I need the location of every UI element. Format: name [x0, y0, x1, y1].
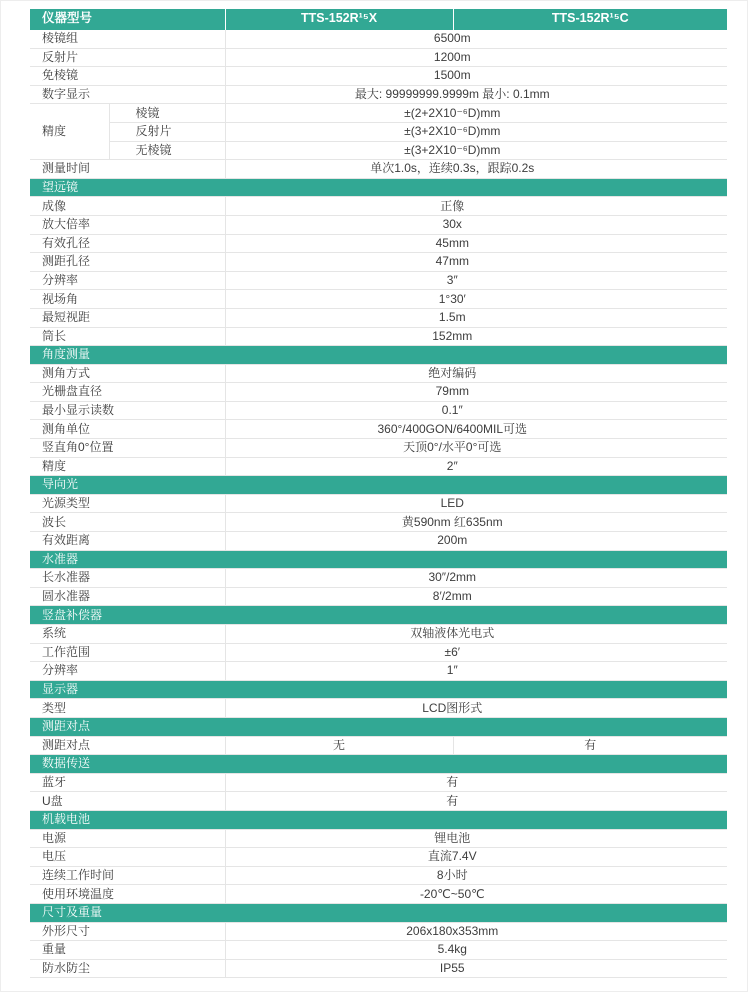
spec-row	[30, 327, 727, 346]
spec-row	[30, 513, 727, 532]
spec-label: 测距对点	[30, 736, 225, 755]
spec-value: LED	[225, 494, 727, 513]
spec-value: 黄590nm 红635nm	[225, 513, 727, 532]
model-header-row	[30, 9, 727, 30]
spec-row	[30, 30, 727, 49]
spec-label: 有效孔径	[30, 234, 225, 253]
spec-value-model-x: 无	[225, 736, 453, 755]
spec-value: ±6′	[225, 643, 727, 662]
section-header-label: 机载电池	[30, 810, 727, 829]
spec-label: 测角单位	[30, 420, 225, 439]
spec-row	[30, 67, 727, 86]
spec-label: 类型	[30, 699, 225, 718]
spec-row	[30, 308, 727, 327]
spec-sublabel: 反射片	[109, 122, 225, 141]
spec-row-split	[30, 736, 727, 755]
spec-sublabel: 无棱镜	[109, 141, 225, 160]
spec-label: 测角方式	[30, 364, 225, 383]
section-header-row	[30, 178, 727, 197]
spec-value: IP55	[225, 959, 727, 978]
spec-row	[30, 85, 727, 104]
section-header-row	[30, 346, 727, 365]
spec-row	[30, 215, 727, 234]
spec-value: 200m	[225, 532, 727, 551]
spec-label: 测距孔径	[30, 253, 225, 272]
spec-value: 45mm	[225, 234, 727, 253]
section-header-label: 尺寸及重量	[30, 903, 727, 922]
spec-table-body	[30, 9, 727, 978]
spec-value: 1°30′	[225, 290, 727, 309]
spec-row	[30, 922, 727, 941]
spec-value: 79mm	[225, 383, 727, 402]
spec-value: 152mm	[225, 327, 727, 346]
spec-table	[30, 9, 727, 978]
spec-row	[30, 848, 727, 867]
spec-value: 360°/400GON/6400MIL可选	[225, 420, 727, 439]
section-header-label: 数据传送	[30, 755, 727, 774]
spec-label: 反射片	[30, 48, 225, 67]
spec-value: LCD图形式	[225, 699, 727, 718]
spec-label: 最小显示读数	[30, 401, 225, 420]
spec-row	[30, 494, 727, 513]
section-header-row	[30, 903, 727, 922]
section-header-label: 测距对点	[30, 717, 727, 736]
spec-label: 有效距离	[30, 532, 225, 551]
section-header-row	[30, 606, 727, 625]
spec-label: 最短视距	[30, 308, 225, 327]
section-header-label: 角度测量	[30, 346, 727, 365]
spec-label: 精度	[30, 457, 225, 476]
spec-row	[30, 253, 727, 272]
spec-row	[30, 569, 727, 588]
section-header-row	[30, 476, 727, 495]
spec-label: 筒长	[30, 327, 225, 346]
spec-row	[30, 364, 727, 383]
spec-row	[30, 866, 727, 885]
spec-row	[30, 699, 727, 718]
section-header-row	[30, 550, 727, 569]
spec-value: 绝对编码	[225, 364, 727, 383]
spec-value: 3″	[225, 271, 727, 290]
spec-label: 分辨率	[30, 271, 225, 290]
section-header-label: 竖盘补偿器	[30, 606, 727, 625]
spec-label: 视场角	[30, 290, 225, 309]
section-header-label: 望远镜	[30, 178, 727, 197]
spec-row	[30, 290, 727, 309]
spec-value: 47mm	[225, 253, 727, 272]
spec-row	[30, 959, 727, 978]
spec-label: 工作范围	[30, 643, 225, 662]
spec-label: 光栅盘直径	[30, 383, 225, 402]
model-c-header: TTS-152R¹⁵C	[453, 9, 727, 30]
spec-value: -20℃~50℃	[225, 885, 727, 904]
spec-row	[30, 234, 727, 253]
spec-value: 6500m	[225, 30, 727, 49]
spec-label: 电压	[30, 848, 225, 867]
spec-group-label: 精度	[30, 104, 109, 160]
spec-row	[30, 271, 727, 290]
spec-label: 电源	[30, 829, 225, 848]
spec-row	[30, 773, 727, 792]
spec-row	[30, 792, 727, 811]
spec-value: 8小时	[225, 866, 727, 885]
section-header-row	[30, 755, 727, 774]
spec-group-row	[30, 122, 727, 141]
spec-row	[30, 662, 727, 681]
spec-label: 防水防尘	[30, 959, 225, 978]
spec-label: 成像	[30, 197, 225, 216]
spec-value: 30x	[225, 215, 727, 234]
spec-row	[30, 885, 727, 904]
spec-label: 重量	[30, 941, 225, 960]
spec-row	[30, 625, 727, 644]
spec-value: ±(3+2X10⁻⁶D)mm	[225, 141, 727, 160]
spec-value: 1200m	[225, 48, 727, 67]
section-header-row	[30, 810, 727, 829]
spec-label: 分辨率	[30, 662, 225, 681]
spec-row	[30, 829, 727, 848]
instrument-model-header: 仪器型号	[30, 9, 225, 30]
spec-label: 竖直角0°位置	[30, 439, 225, 458]
section-header-row	[30, 717, 727, 736]
spec-label: 测量时间	[30, 160, 225, 179]
spec-value: 1500m	[225, 67, 727, 86]
spec-label: 系统	[30, 625, 225, 644]
spec-group-row	[30, 141, 727, 160]
spec-row	[30, 48, 727, 67]
spec-label: 免棱镜	[30, 67, 225, 86]
spec-label: 长水准器	[30, 569, 225, 588]
spec-value: 2″	[225, 457, 727, 476]
spec-label: 外形尺寸	[30, 922, 225, 941]
spec-value: 天顶0°/水平0°可选	[225, 439, 727, 458]
spec-sublabel: 棱镜	[109, 104, 225, 123]
spec-label: 蓝牙	[30, 773, 225, 792]
spec-value: 有	[225, 773, 727, 792]
spec-label: 使用环境温度	[30, 885, 225, 904]
spec-row	[30, 160, 727, 179]
spec-label: 放大倍率	[30, 215, 225, 234]
spec-row	[30, 439, 727, 458]
spec-value: 正像	[225, 197, 727, 216]
spec-value: 30″/2mm	[225, 569, 727, 588]
spec-value: 1.5m	[225, 308, 727, 327]
spec-label: 波长	[30, 513, 225, 532]
spec-value: 锂电池	[225, 829, 727, 848]
spec-value: 有	[225, 792, 727, 811]
spec-label: 棱镜组	[30, 30, 225, 49]
spec-label: 光源类型	[30, 494, 225, 513]
spec-label: 数字显示	[30, 85, 225, 104]
spec-row	[30, 941, 727, 960]
spec-value: 单次1.0s，连续0.3s，跟踪0.2s	[225, 160, 727, 179]
spec-value: 双轴液体光电式	[225, 625, 727, 644]
spec-row	[30, 197, 727, 216]
spec-value-model-c: 有	[453, 736, 727, 755]
section-header-label: 显示器	[30, 680, 727, 699]
spec-label: 连续工作时间	[30, 866, 225, 885]
spec-row	[30, 420, 727, 439]
spec-value: 0.1″	[225, 401, 727, 420]
spec-row	[30, 401, 727, 420]
spec-value: ±(2+2X10⁻⁶D)mm	[225, 104, 727, 123]
spec-row	[30, 532, 727, 551]
section-header-label: 水准器	[30, 550, 727, 569]
spec-row	[30, 643, 727, 662]
section-header-label: 导向光	[30, 476, 727, 495]
spec-value: 206x180x353mm	[225, 922, 727, 941]
spec-group-row	[30, 104, 727, 123]
spec-row	[30, 383, 727, 402]
spec-label: U盘	[30, 792, 225, 811]
spec-label: 圆水准器	[30, 587, 225, 606]
section-header-row	[30, 680, 727, 699]
spec-value: 最大: 99999999.9999m 最小: 0.1mm	[225, 85, 727, 104]
spec-value: 8′/2mm	[225, 587, 727, 606]
spec-value: 5.4kg	[225, 941, 727, 960]
spec-row	[30, 587, 727, 606]
spec-value: 直流7.4V	[225, 848, 727, 867]
model-x-header: TTS-152R¹⁵X	[225, 9, 453, 30]
spec-value: ±(3+2X10⁻⁶D)mm	[225, 122, 727, 141]
spec-value: 1″	[225, 662, 727, 681]
spec-row	[30, 457, 727, 476]
